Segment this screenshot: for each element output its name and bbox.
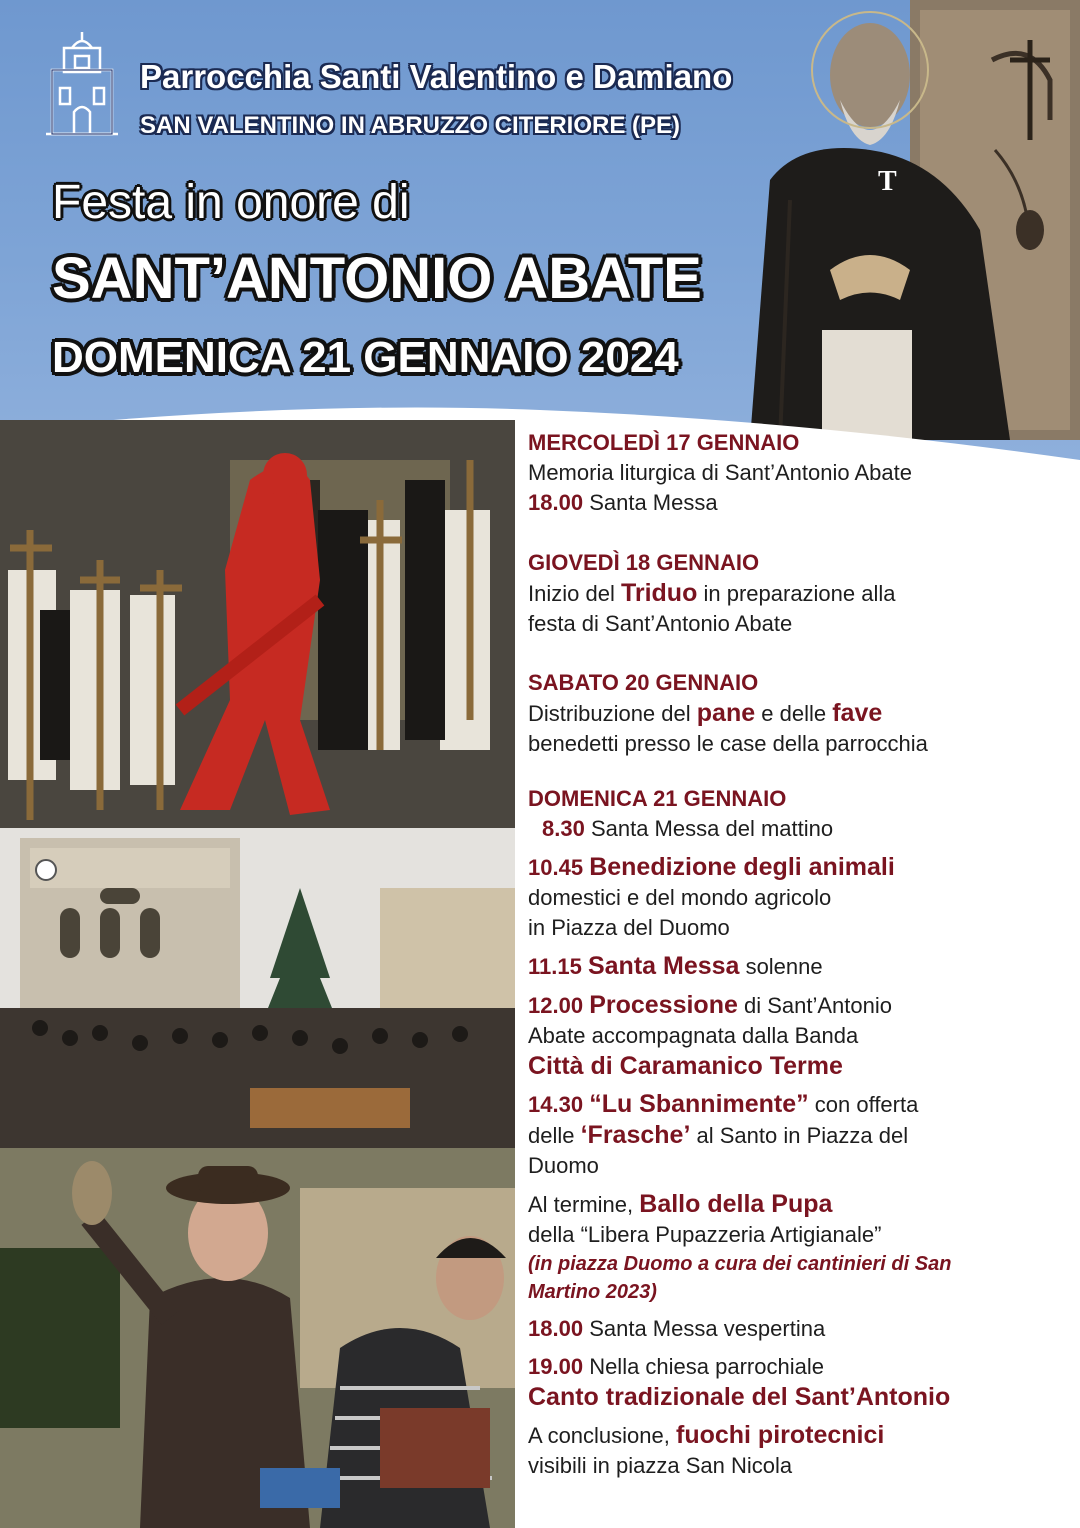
event-highlight: pane (696, 699, 756, 727)
event-item (528, 990, 1038, 1081)
event-text: delle (528, 1123, 575, 1148)
event-highlight: ‘Frasche’ (580, 1121, 691, 1149)
event-highlight: Processione (589, 991, 738, 1019)
event-item (528, 1314, 1038, 1344)
day-title: GIOVEDÌ 18 GENNAIO (528, 550, 760, 575)
event-text: di Sant’Antonio (744, 993, 892, 1018)
svg-text:T: T (878, 166, 897, 197)
event-note: Martino 2023) (528, 1281, 657, 1303)
event-time: 18.00 (528, 1316, 584, 1341)
event-text: Al termine, (528, 1192, 634, 1217)
event-text: Santa Messa (589, 490, 718, 515)
event-line (528, 488, 1038, 518)
day-title: MERCOLEDÌ 17 GENNAIO (528, 430, 800, 455)
event-text: solenne (745, 954, 823, 979)
event-item (528, 1352, 1038, 1412)
parish-name: Parrocchia Santi Valentino e Damiano (140, 58, 733, 95)
event-highlight: “Lu Sbannimente” (589, 1090, 809, 1118)
event-item (528, 951, 1038, 982)
event-text: Santa Messa del mattino (590, 816, 834, 841)
event-highlight: Santa Messa (587, 952, 740, 980)
event-line: visibili in piazza San Nicola (528, 1453, 793, 1478)
day-title: DOMENICA 21 GENNAIO (528, 786, 787, 811)
event-time: 19.00 (528, 1354, 584, 1379)
saint-statue-image (730, 0, 1080, 440)
event-line: della “Libera Pupazzeria Artigianale” (528, 1222, 882, 1247)
event-item (528, 852, 1038, 943)
saint-name: SANT’ANTONIO ABATE (52, 246, 702, 311)
church-square-photo (0, 828, 515, 1148)
event-line: in Piazza del Duomo (528, 915, 730, 940)
event-time: 14.30 (528, 1092, 584, 1117)
day-block-wednesday (528, 428, 1038, 518)
event-highlight: Triduo (620, 579, 698, 607)
parish-place: SAN VALENTINO IN ABRUZZO CITERIORE (PE) (140, 112, 680, 139)
feast-date: DOMENICA 21 GENNAIO 2024 (52, 333, 679, 382)
event-note: (in piazza Duomo a cura dei cantinieri di San (528, 1253, 952, 1275)
event-line: Abate accompagnata dalla Banda (528, 1023, 859, 1048)
event-time: 8.30 (542, 816, 585, 841)
day-title: SABATO 20 GENNAIO (528, 670, 759, 695)
event-text: Santa Messa vespertina (589, 1316, 826, 1341)
event-highlight: Ballo della Pupa (639, 1190, 833, 1218)
church-logo (42, 30, 122, 140)
event-item (528, 1420, 1038, 1481)
event-highlight: fave (832, 699, 883, 727)
event-line (528, 578, 1038, 609)
event-line: Memoria liturgica di Sant’Antonio Abate (528, 460, 912, 485)
event-text: e delle (761, 701, 827, 726)
event-item (528, 1089, 1038, 1181)
event-time: 11.15 (528, 954, 582, 979)
auction-accordion-photo (0, 1148, 515, 1528)
event-highlight: fuochi pirotecnici (676, 1421, 885, 1449)
event-time: 12.00 (528, 993, 584, 1018)
event-line: domestici e del mondo agricolo (528, 885, 832, 910)
event-text: Distribuzione del (528, 701, 691, 726)
event-text: con offerta (814, 1092, 919, 1117)
event-text: al Santo in Piazza del (696, 1123, 909, 1148)
day-block-sunday (528, 784, 1038, 1481)
day-block-thursday (528, 548, 1038, 639)
event-line: Duomo (528, 1153, 599, 1178)
feast-intro: Festa in onore di (52, 176, 410, 229)
event-time: 18.00 (528, 490, 584, 515)
event-text: A conclusione, (528, 1423, 670, 1448)
event-time: 10.45 (528, 855, 584, 880)
event-highlight: Benedizione degli animali (589, 853, 895, 881)
event-line (528, 814, 1038, 844)
procession-photo (0, 420, 515, 828)
event-item (528, 1189, 1038, 1306)
event-text: Inizio del (528, 581, 615, 606)
event-line: festa di Sant’Antonio Abate (528, 611, 793, 636)
event-line (528, 698, 1038, 729)
day-block-saturday (528, 668, 1038, 759)
event-text: Nella chiesa parrochiale (589, 1354, 824, 1379)
event-highlight: Canto tradizionale del Sant’Antonio (528, 1383, 951, 1411)
event-highlight: Città di Caramanico Terme (528, 1052, 843, 1080)
event-text: in preparazione alla (703, 581, 896, 606)
event-line: benedetti presso le case della parrocchia (528, 731, 928, 756)
